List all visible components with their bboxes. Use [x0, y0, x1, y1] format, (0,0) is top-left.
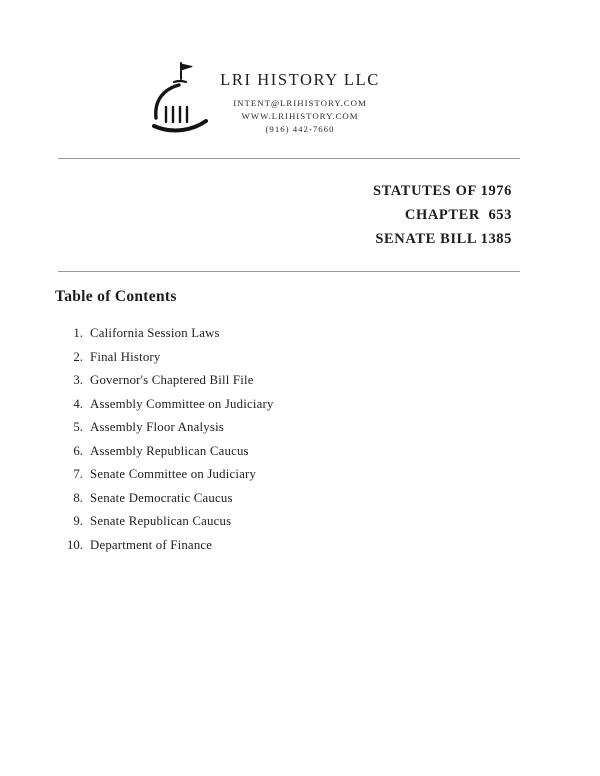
- toc-item-label: Assembly Committee on Judiciary: [90, 396, 274, 411]
- toc-item-label: Department of Finance: [90, 537, 213, 552]
- toc-item: [55, 322, 600, 346]
- toc-item-label: Senate Democratic Caucus: [90, 490, 233, 505]
- toc-item-label: Senate Republican Caucus: [90, 514, 232, 528]
- company-phone: (916) 442-7660: [265, 124, 335, 134]
- toc-item-label: California Session Laws: [90, 326, 220, 340]
- toc-item-number: 10.: [67, 537, 83, 552]
- toc-item-number: 7.: [73, 467, 83, 481]
- toc-item: [55, 510, 600, 534]
- toc-list: [55, 322, 600, 557]
- toc-item-number: 3.: [73, 373, 83, 387]
- company-email: INTENT@LRIHISTORY.COM: [233, 98, 367, 108]
- toc-item-label: Senate Committee on Judiciary: [90, 467, 257, 481]
- toc-item-label: Assembly Floor Analysis: [90, 420, 224, 434]
- toc-item: [55, 346, 600, 370]
- toc-item-number: 5.: [73, 420, 83, 434]
- toc-item-number: 1.: [73, 326, 83, 340]
- toc-item: [55, 393, 600, 417]
- statutes-line: STATUTES OF 1976: [372, 183, 512, 199]
- senate-bill-line: SENATE BILL 1385: [375, 231, 512, 247]
- toc-item: [55, 534, 600, 558]
- toc-item-number: 9.: [73, 514, 83, 528]
- statute-reference: [0, 179, 512, 251]
- company-name: LRI HISTORY LLC: [220, 70, 380, 89]
- letterhead: [0, 0, 600, 158]
- chapter-line: CHAPTER 653: [404, 207, 512, 223]
- divider-top: [58, 158, 520, 159]
- toc-item: [55, 487, 600, 511]
- toc-item-number: 4.: [73, 396, 83, 411]
- toc-item-number: 2.: [73, 349, 83, 364]
- toc-item-label: Final History: [90, 349, 161, 364]
- toc-item-number: 6.: [73, 443, 83, 458]
- toc-item: [55, 369, 600, 393]
- toc-title: Table of Contents: [55, 288, 177, 305]
- company-website: WWW.LRIHISTORY.COM: [241, 111, 359, 121]
- toc-item: [55, 416, 600, 440]
- table-of-contents: [55, 288, 600, 557]
- letterhead-text: [0, 70, 600, 136]
- toc-item-number: 8.: [73, 490, 83, 505]
- toc-item: [55, 463, 600, 487]
- toc-item: [55, 440, 600, 464]
- toc-item-label: Assembly Republican Caucus: [90, 443, 249, 458]
- toc-item-label: Governor's Chaptered Bill File: [90, 373, 254, 387]
- divider-bottom: [58, 271, 520, 272]
